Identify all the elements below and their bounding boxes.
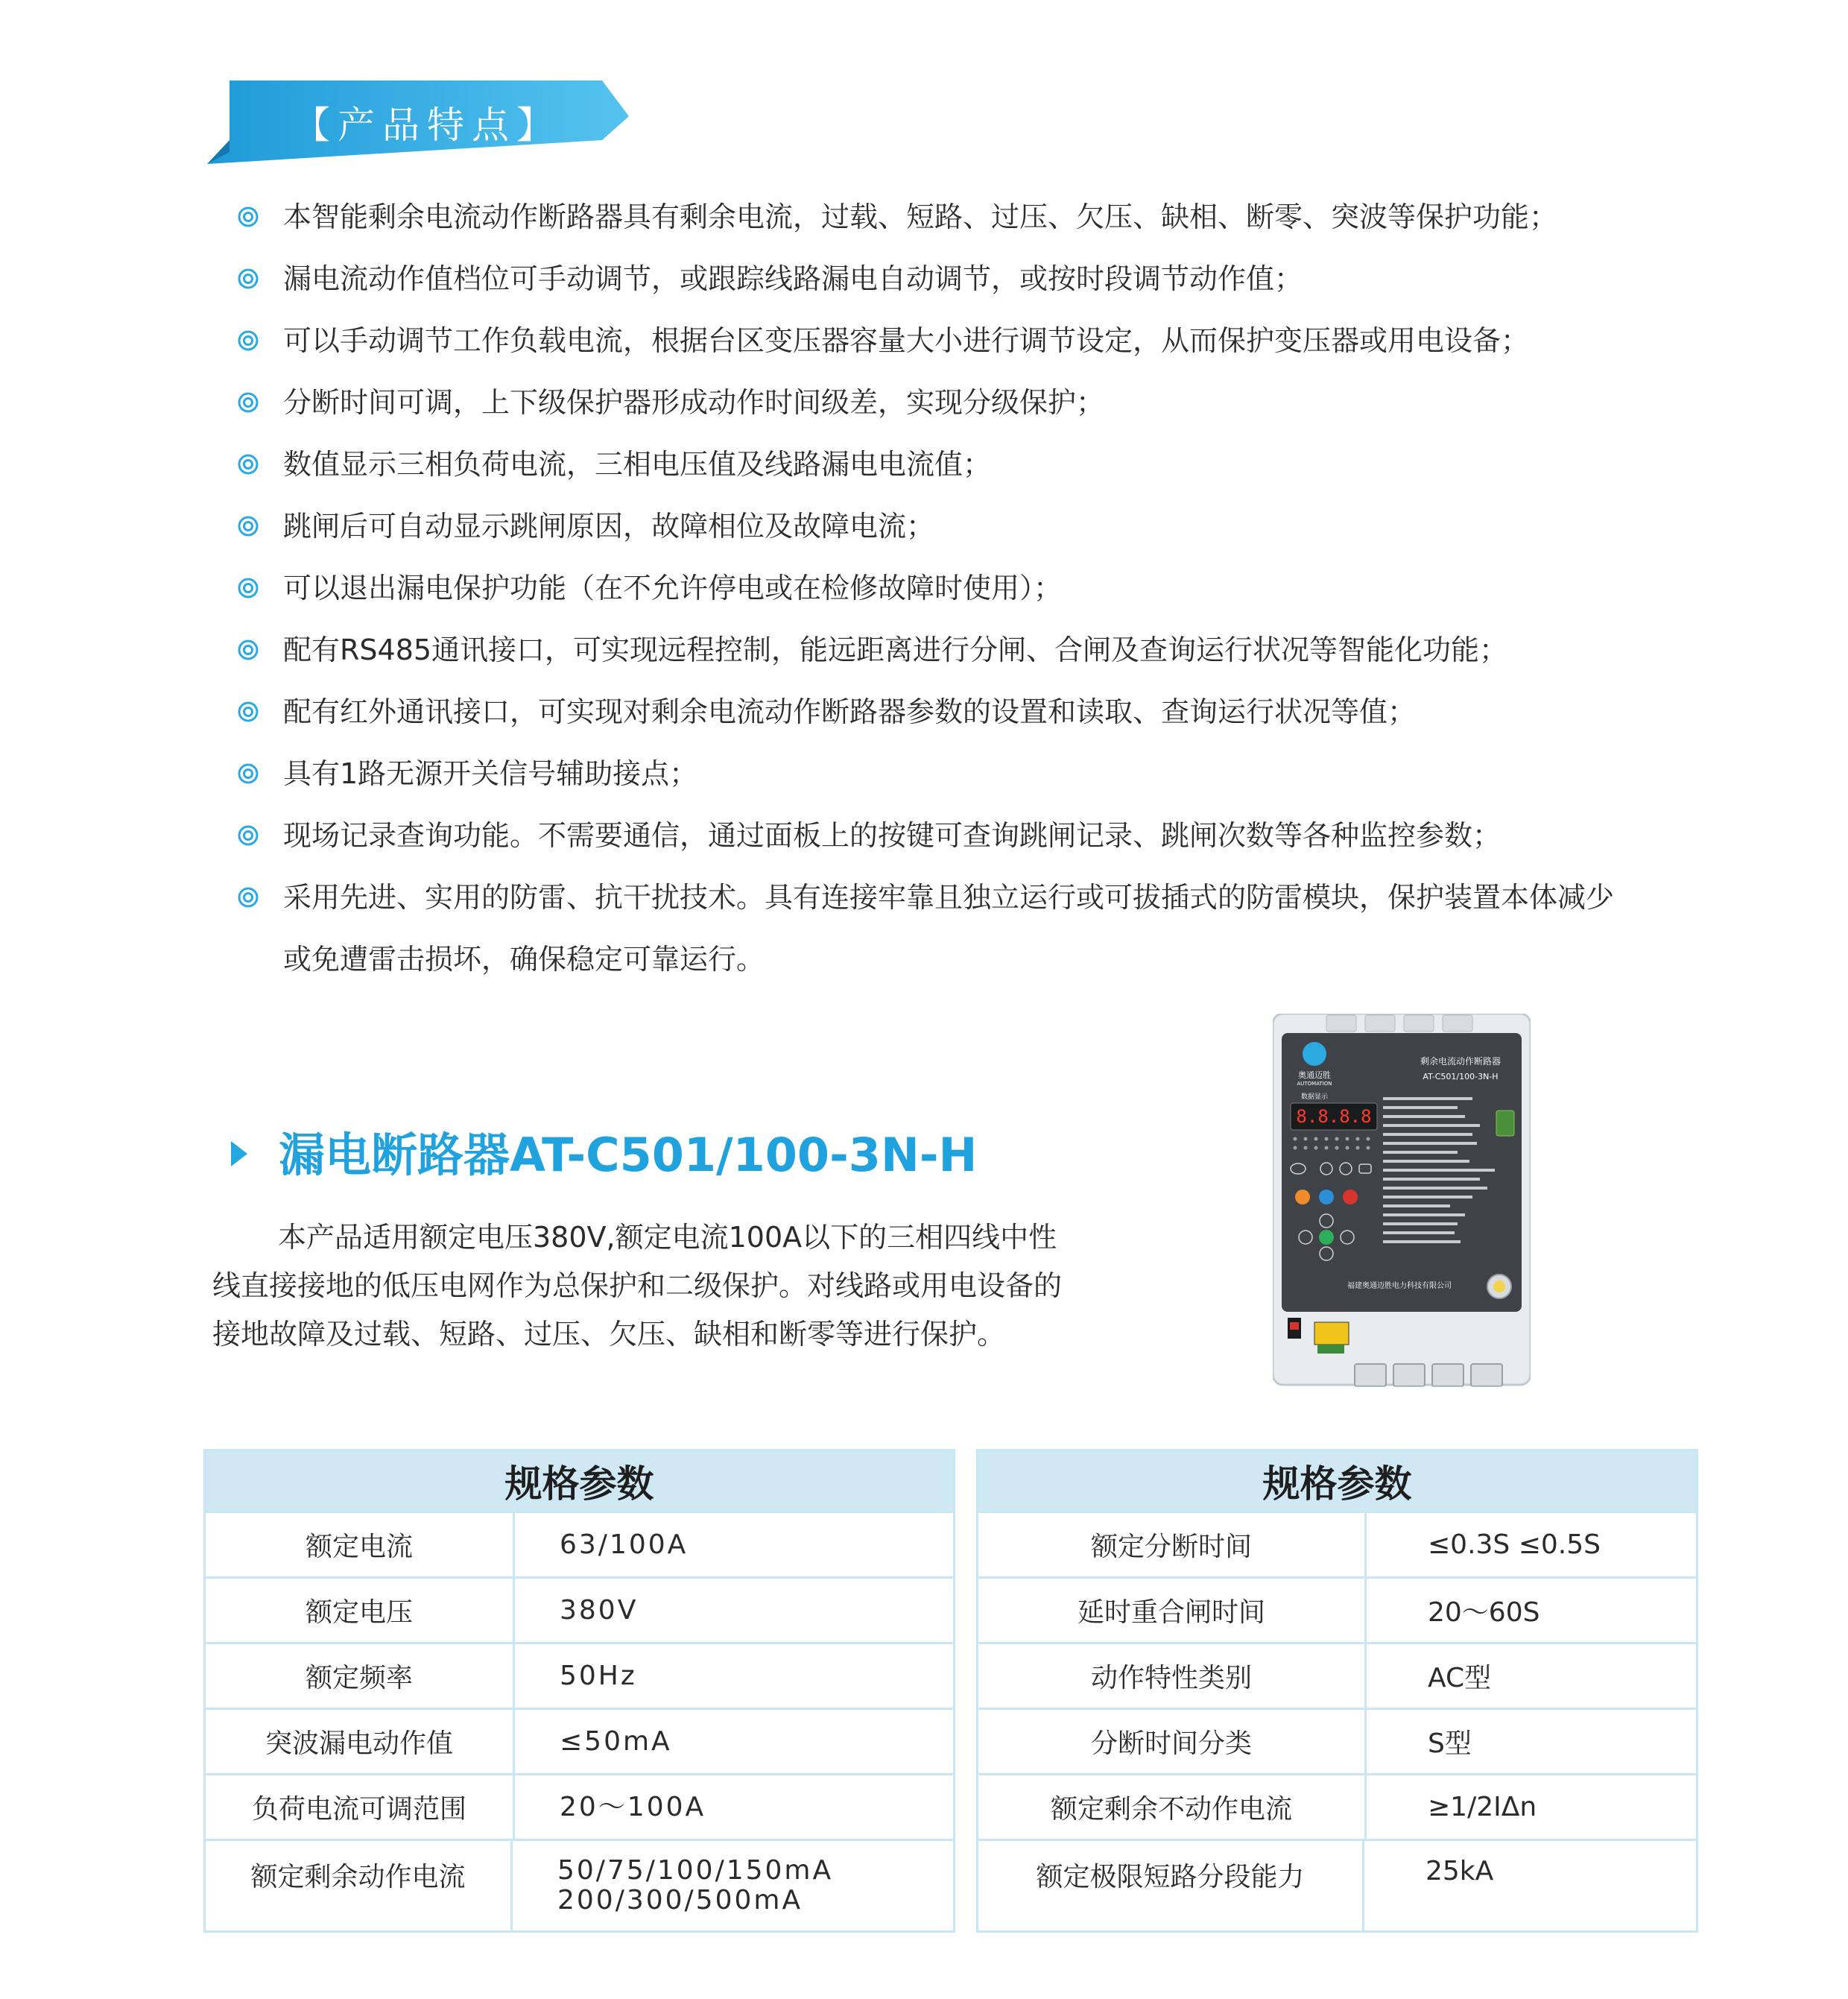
table-row xyxy=(978,1708,1696,1773)
list-item xyxy=(237,310,1690,372)
spec-value: 20～100A xyxy=(560,1791,706,1822)
spec-name: 突波漏电动作值 xyxy=(206,1710,515,1773)
spec-name: 额定频率 xyxy=(206,1644,515,1708)
list-item xyxy=(237,496,1690,558)
description-text: 本产品适用额定电压380V,额定电流100A以下的三相四线中性线直接接地的低压电网作为总保护和二级保护。对线路或用电设备的接地故障及过载、短路、过压、欠压、缺相和断零等进行保护。 xyxy=(212,1221,1063,1351)
feature-text: 现场记录查询功能。不需要通信，通过面板上的按键可查询跳闸记录、跳闸次数等各种监控参数； xyxy=(283,819,1502,852)
list-item xyxy=(237,619,1690,681)
feature-text: 可以手动调节工作负载电流，根据台区变压器容量大小进行调节设定，从而保护变压器或用电设备； xyxy=(283,324,1530,357)
spec-name: 额定电流 xyxy=(206,1513,515,1576)
table-row xyxy=(206,1773,953,1839)
list-item xyxy=(237,372,1690,434)
feature-text: 跳闸后可自动显示跳闸原因，故障相位及故障电流； xyxy=(283,510,935,543)
list-item xyxy=(237,805,1690,867)
circuit-breaker-image xyxy=(1273,1014,1531,1416)
banner-title: 【产品特点】 xyxy=(293,104,561,147)
list-item xyxy=(237,558,1690,619)
brand-en-label: AUTOMATION xyxy=(1297,1081,1332,1087)
spec-value: 25kA xyxy=(1425,1856,1494,1886)
table-header: 规格参数 xyxy=(206,1451,953,1511)
product-heading xyxy=(231,1118,977,1184)
double-circle-icon xyxy=(237,886,259,909)
double-circle-icon xyxy=(237,639,259,661)
double-circle-icon xyxy=(237,824,259,847)
double-circle-icon xyxy=(237,762,259,785)
feature-text: 分断时间可调，上下级保护器形成动作时间级差，实现分级保护； xyxy=(283,386,1105,419)
company-label: 福建奥通迈胜电力科技有限公司 xyxy=(1347,1282,1452,1290)
feature-text: 配有RS485通讯接口，可实现远程控制，能远距离进行分闸、合闸及查询运行状况等智能化功能； xyxy=(283,634,1508,666)
spec-value: 50/75/100/150mA xyxy=(557,1855,834,1886)
feature-text: 采用先进、实用的防雷、抗干扰技术。具有连接牢靠且独立运行或可拔插式的防雷模块，保护装置本体减少或免遭雷击损坏，确保稳定可靠运行。 xyxy=(283,881,1615,976)
table-row xyxy=(206,1511,953,1576)
spec-name: 额定分断时间 xyxy=(978,1513,1367,1576)
list-item xyxy=(237,248,1690,310)
spec-value: 63/100A xyxy=(560,1529,689,1560)
spec-value-line2: 200/300/500mA xyxy=(557,1885,803,1916)
product-description xyxy=(212,1213,1084,1359)
double-circle-icon xyxy=(237,515,259,537)
spec-value: 20～60S xyxy=(1428,1597,1540,1628)
brand-label: 奥通迈胜 xyxy=(1298,1070,1331,1080)
spec-value-cell xyxy=(513,1841,833,1930)
double-circle-icon xyxy=(237,701,259,723)
spec-table-right xyxy=(976,1449,1698,1933)
spec-name: 额定剩余动作电流 xyxy=(206,1841,513,1930)
spec-value: ≤0.3S ≤0.5S xyxy=(1428,1529,1601,1560)
list-item xyxy=(237,186,1690,248)
feature-text: 具有1路无源开关信号辅助接点； xyxy=(283,757,698,790)
triangle-bullet-icon xyxy=(231,1141,247,1166)
section-banner xyxy=(207,80,629,164)
display-readout: 8.8.8.8 xyxy=(1296,1106,1372,1127)
table-row xyxy=(978,1576,1696,1642)
spec-name: 延时重合闸时间 xyxy=(978,1579,1367,1642)
spec-value: ≤50mA xyxy=(560,1725,672,1757)
display-label: 数据显示 xyxy=(1300,1093,1329,1101)
device-model-label: AT-C501/100-3N-H xyxy=(1423,1072,1499,1081)
double-circle-icon xyxy=(237,206,259,228)
table-row xyxy=(206,1642,953,1708)
table-header: 规格参数 xyxy=(978,1451,1696,1511)
table-row xyxy=(206,1839,953,1930)
device-name-label: 剩余电流动作断路器 xyxy=(1420,1056,1502,1067)
table-row xyxy=(206,1576,953,1642)
feature-text: 本智能剩余电流动作断路器具有剩余电流，过载、短路、过压、欠压、缺相、断零、突波等保护功能； xyxy=(283,200,1558,233)
double-circle-icon xyxy=(237,268,259,290)
double-circle-icon xyxy=(237,329,259,352)
table-row xyxy=(978,1511,1696,1576)
list-item xyxy=(237,743,1690,805)
spec-name: 动作特性类别 xyxy=(978,1644,1367,1708)
list-item xyxy=(237,681,1690,743)
feature-text: 数值显示三相负荷电流，三相电压值及线路漏电电流值； xyxy=(283,448,992,481)
feature-text: 配有红外通讯接口，可实现对剩余电流动作断路器参数的设置和读取、查询运行状况等值； xyxy=(283,695,1417,728)
feature-list xyxy=(237,186,1690,991)
spec-value: ≥1/2IΔn xyxy=(1428,1792,1537,1822)
list-item xyxy=(237,867,1690,991)
spec-name: 负荷电流可调范围 xyxy=(206,1775,515,1839)
double-circle-icon xyxy=(237,453,259,476)
spec-name: 额定极限短路分段能力 xyxy=(978,1841,1364,1930)
list-item xyxy=(237,434,1690,496)
spec-value: 380V xyxy=(560,1594,639,1626)
spec-value: 50Hz xyxy=(560,1660,637,1691)
table-row xyxy=(978,1642,1696,1708)
spec-name: 分断时间分类 xyxy=(978,1710,1367,1773)
spec-name: 额定电压 xyxy=(206,1579,515,1642)
table-row xyxy=(978,1839,1696,1930)
double-circle-icon xyxy=(237,577,259,599)
double-circle-icon xyxy=(237,391,259,414)
feature-text: 可以退出漏电保护功能（在不允许停电或在检修故障时使用）； xyxy=(283,572,1063,604)
spec-value: S型 xyxy=(1428,1728,1472,1759)
product-title: 漏电断路器AT-C501/100-3N-H xyxy=(279,1128,978,1182)
spec-name: 额定剩余不动作电流 xyxy=(978,1775,1367,1839)
feature-text: 漏电流动作值档位可手动调节，或跟踪线路漏电自动调节，或按时段调节动作值； xyxy=(283,262,1303,295)
spec-table-left xyxy=(203,1449,955,1933)
spec-value: AC型 xyxy=(1428,1663,1492,1693)
table-row xyxy=(206,1708,953,1773)
table-row xyxy=(978,1773,1696,1839)
